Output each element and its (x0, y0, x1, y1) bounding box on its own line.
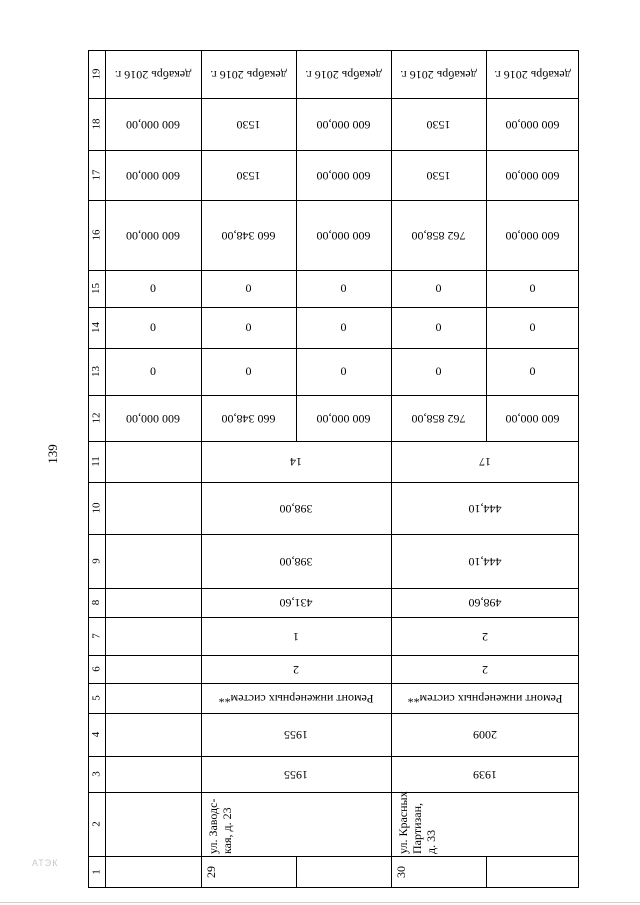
row-29-address: ул. Заводс- кая, д. 23 (206, 798, 234, 854)
row-30-b-c15: 0 (529, 280, 536, 295)
row-top-cost-total: 600 000,00 (126, 411, 180, 426)
column-header-number: 15 (90, 283, 103, 294)
row-29-a-limit-unit-2: 1530 (236, 117, 261, 132)
column-header-number: 11 (90, 456, 103, 467)
row-29-a-c15: 0 (245, 280, 252, 295)
row-29-area-total: 431,60 (279, 596, 313, 611)
row-30-a-c15: 0 (435, 280, 442, 295)
row-30-year-reconstruction: 2009 (473, 728, 497, 743)
column-header-number: 9 (90, 558, 103, 564)
column-header-number: 3 (90, 771, 103, 777)
row-29-b-c15: 0 (340, 280, 347, 295)
row-29-work-type: Ремонт инженерных систем** (218, 691, 374, 706)
row-30-a-limit-unit: 1530 (426, 168, 451, 183)
column-header-number: 6 (90, 666, 103, 672)
page-bottom-rule (0, 902, 640, 903)
row-29-a-cost-total: 660 348,00 (221, 411, 276, 426)
column-header-number: 8 (90, 599, 103, 606)
row-30-a-c13: 0 (435, 363, 442, 378)
row-29-b-limit-unit: 600 000,00 (316, 168, 371, 183)
row-30-work-type: Ремонт инженерных систем** (407, 691, 563, 706)
band-divider (88, 792, 579, 793)
row-29-floors: 2 (293, 662, 299, 677)
column-header-number: 5 (90, 695, 103, 701)
row-30-a-cost-total: 762 858,00 (411, 411, 466, 426)
row-30-number: 30 (394, 866, 409, 878)
row-29-b-c14: 0 (340, 319, 347, 334)
row-30-b-term: декабрь 2016 г. (494, 67, 571, 82)
table-border-bottom (88, 887, 579, 888)
capital-repair-table (88, 50, 579, 888)
row-top-limit-unit-2: 600 000,00 (126, 117, 180, 132)
row-top-cost-fund: 600 000,00 (126, 228, 180, 243)
column-header-number: 10 (90, 502, 103, 514)
row-29-entrances: 1 (293, 629, 299, 644)
row-30-area-total: 498,60 (468, 596, 502, 611)
band-divider (88, 856, 579, 857)
scan-watermark: АТЭК (32, 858, 59, 868)
column-header-number: 13 (90, 366, 103, 377)
column-header-number: 16 (90, 229, 103, 241)
column-header-number: 7 (90, 633, 103, 639)
row-29-a-term: декабрь 2016 г. (210, 67, 287, 82)
row-30-b-limit-unit-2: 600 000,00 (505, 117, 560, 132)
column-header-number: 1 (90, 869, 103, 875)
row-29-year-built: 1955 (284, 767, 308, 782)
row-top-c15: 0 (150, 280, 156, 295)
row-29-b-c13: 0 (340, 363, 347, 378)
cell-divider (296, 856, 297, 888)
row-30-b-c14: 0 (529, 319, 536, 334)
row-30-b-limit-unit: 600 000,00 (505, 168, 560, 183)
column-header-number: 14 (90, 322, 103, 333)
row-top-limit-unit: 600 000,00 (126, 168, 180, 183)
row-29-a-c14: 0 (245, 319, 252, 334)
row-30-residents: 17 (479, 455, 491, 470)
row-30-b-c13: 0 (529, 363, 536, 378)
row-30-b-cost-total: 600 000,00 (505, 411, 560, 426)
column-header-number: 17 (90, 169, 103, 181)
column-header-number: 12 (90, 412, 103, 424)
row-29-a-limit-unit: 1530 (236, 168, 261, 183)
row-top-c13: 0 (150, 363, 156, 378)
row-29-b-cost-total: 600 000,00 (316, 411, 371, 426)
cell-divider (391, 792, 392, 856)
row-30-area-living: 444,10 (468, 554, 502, 569)
row-top-term: декабрь 2016 г. (114, 67, 192, 82)
row-29-a-c13: 0 (245, 363, 252, 378)
row-30-address: ул. Красных Партизан, д. 33 (396, 791, 438, 854)
column-header-number: 2 (90, 821, 103, 827)
row-29-number: 29 (204, 866, 219, 878)
row-29-year-reconstruction: 1955 (284, 728, 308, 743)
row-30-a-term: декабрь 2016 г. (400, 67, 477, 82)
row-30-area-common: 444,10 (468, 501, 502, 516)
row-30-year-built: 1939 (473, 767, 497, 782)
column-header-number: 18 (90, 118, 103, 130)
row-30-a-cost-fund: 762 858,00 (411, 228, 466, 243)
row-30-entrances: 2 (482, 629, 488, 644)
row-29-residents: 14 (290, 455, 302, 470)
page-number: 139 (45, 444, 60, 464)
row-top-c14: 0 (150, 319, 156, 334)
row-30-floors: 2 (482, 662, 488, 677)
row-29-b-cost-fund: 600 000,00 (316, 228, 371, 243)
cell-divider (486, 856, 487, 888)
row-29-b-term: декабрь 2016 г. (305, 67, 382, 82)
row-29-area-common: 398,00 (279, 501, 313, 516)
row-29-b-limit-unit-2: 600 000,00 (316, 117, 371, 132)
row-30-a-c14: 0 (435, 319, 442, 334)
column-header-number: 4 (90, 731, 103, 738)
row-29-a-cost-fund: 660 348,00 (221, 228, 276, 243)
row-30-b-cost-fund: 600 000,00 (505, 228, 560, 243)
cell-divider (201, 792, 202, 856)
column-header-number: 19 (90, 68, 103, 80)
row-29-area-living: 398,00 (279, 554, 313, 569)
row-30-a-limit-unit-2: 1530 (426, 117, 451, 132)
